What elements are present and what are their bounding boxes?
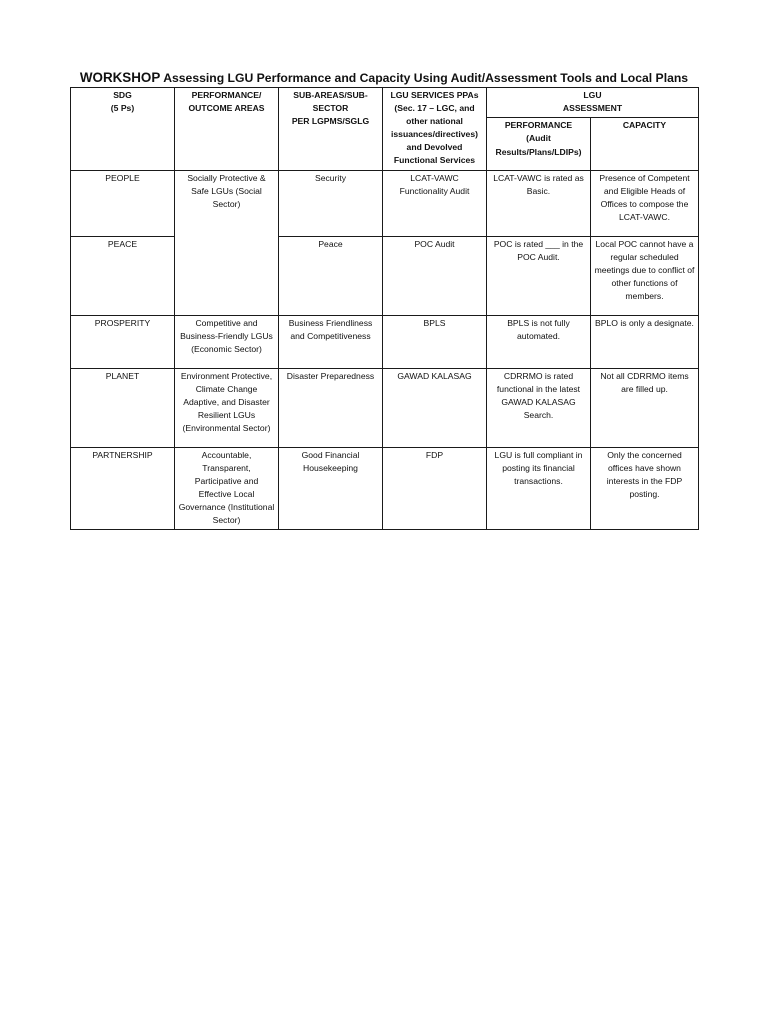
title-lead: WORKSHOP	[79, 70, 161, 85]
cell-outcome: Environment Protective, Climate Change Adaptive, and Disaster Resilient LGUs (Environmental Sector)	[175, 368, 279, 447]
table-row	[71, 170, 699, 236]
cell-subarea: Peace	[279, 236, 383, 315]
cell-capacity: Not all CDRRMO items are filled up.	[591, 368, 699, 447]
header-lgu-assessment	[487, 88, 699, 118]
cell-capacity: Only the concerned offices have shown interests in the FDP posting.	[591, 447, 699, 530]
cell-sdg: PEACE	[71, 236, 175, 315]
header-subareas	[279, 88, 383, 171]
cell-performance: BPLS is not fully automated.	[487, 315, 591, 368]
header-lgu-assessment-line1: LGU	[583, 90, 602, 100]
header-sdg-line1: SDG	[113, 90, 132, 100]
cell-sdg: PARTNERSHIP	[71, 447, 175, 530]
header-lgu-assessment-line2: ASSESSMENT	[562, 103, 623, 114]
table-row	[71, 368, 699, 447]
header-services-line3: other national	[406, 116, 463, 127]
cell-outcome: Competitive and Business-Friendly LGUs (Economic Sector)	[175, 315, 279, 368]
header-performance-line2: (Audit	[526, 133, 551, 144]
header-subareas-line1: SUB-AREAS/SUB-	[293, 90, 368, 100]
cell-subarea: Business Friendliness and Competitiveness	[279, 315, 383, 368]
cell-service: BPLS	[383, 315, 487, 368]
header-services-line4: issuances/directives)	[391, 129, 478, 140]
assessment-table	[70, 87, 699, 530]
header-services-line2: (Sec. 17 – LGC, and	[394, 103, 475, 114]
cell-capacity: BPLO is only a designate.	[591, 315, 699, 368]
header-performance-outcome-line1: PERFORMANCE/	[191, 90, 262, 100]
header-performance-outcome-line2: OUTCOME AREAS	[188, 103, 265, 114]
header-lgu-services	[383, 88, 487, 171]
cell-outcome: Socially Protective & Safe LGUs (Social Sector)	[175, 170, 279, 315]
header-subareas-line2: SECTOR	[312, 103, 349, 114]
header-services-line6: Functional Services	[393, 155, 476, 166]
cell-sdg: PEOPLE	[71, 170, 175, 236]
header-capacity-text: CAPACITY	[622, 120, 667, 131]
header-services-line1: LGU SERVICES PPAs	[390, 90, 479, 100]
cell-performance: LCAT-VAWC is rated as Basic.	[487, 170, 591, 236]
header-capacity	[591, 118, 699, 170]
cell-subarea: Good Financial Housekeeping	[279, 447, 383, 530]
cell-service: GAWAD KALASAG	[383, 368, 487, 447]
header-performance-line3: Results/Plans/LDIPs)	[495, 146, 582, 157]
title-rest: Assessing LGU Performance and Capacity Using Audit/Assessment Tools and Local Plans	[160, 71, 689, 85]
header-services-line5: and Devolved	[406, 142, 463, 153]
header-performance-line1: PERFORMANCE	[504, 120, 573, 131]
cell-performance: LGU is full compliant in posting its financial transactions.	[487, 447, 591, 530]
cell-outcome: Accountable, Transparent, Participative and Effective Local Governance (Institutional Sector)	[175, 447, 279, 530]
cell-capacity: Local POC cannot have a regular scheduled meetings due to conflict of other functions of members.	[591, 236, 699, 315]
header-sdg	[71, 88, 175, 171]
cell-subarea: Security	[279, 170, 383, 236]
document-title	[70, 70, 698, 86]
cell-service: LCAT-VAWC Functionality Audit	[383, 170, 487, 236]
cell-sdg: PLANET	[71, 368, 175, 447]
cell-performance: CDRRMO is rated functional in the latest GAWAD KALASAG Search.	[487, 368, 591, 447]
cell-service: POC Audit	[383, 236, 487, 315]
cell-capacity: Presence of Competent and Eligible Heads of Offices to compose the LCAT-VAWC.	[591, 170, 699, 236]
header-performance	[487, 118, 591, 170]
header-sdg-line2: (5 Ps)	[110, 103, 135, 114]
table-row	[71, 315, 699, 368]
cell-sdg: PROSPERITY	[71, 315, 175, 368]
cell-performance: POC is rated ___ in the POC Audit.	[487, 236, 591, 315]
table-row	[71, 236, 699, 315]
table-row	[71, 447, 699, 530]
cell-service: FDP	[383, 447, 487, 530]
header-performance-outcome	[175, 88, 279, 171]
header-subareas-line3: PER LGPMS/SGLG	[291, 116, 370, 127]
cell-subarea: Disaster Preparedness	[279, 368, 383, 447]
